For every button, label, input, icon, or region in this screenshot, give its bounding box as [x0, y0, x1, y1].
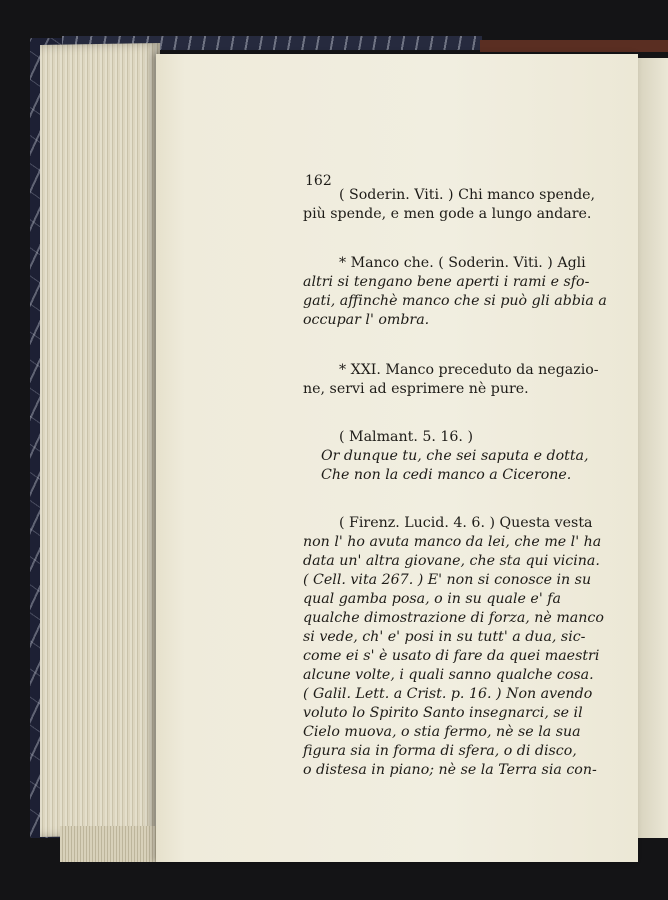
text-line: Or dunque tu, che sei saputa e dotta,: [321, 448, 589, 464]
text-line: ( Galil. Lett. a Crist. p. 16. ) Non avendo: [303, 686, 593, 702]
text-line: voluto lo Spirito Santo insegnarci, se il: [303, 705, 583, 721]
page-stack: [40, 43, 160, 837]
text-line: qual gamba posa, o in su quale e' fa: [303, 591, 561, 607]
text-line: più spende, e men gode a lungo andare.: [303, 206, 592, 222]
text-line: Che non la cedi manco a Cicerone.: [321, 467, 572, 483]
text-line: ( Firenz. Lucid. 4. 6. ) Questa vesta: [339, 515, 593, 531]
text-line: o distesa in piano; nè se la Terra sia con-: [303, 762, 597, 778]
facing-page-edge: [636, 58, 668, 838]
text-line: si vede, ch' e' posi in su tutt' a dua, sic-: [303, 629, 586, 645]
text-line: gati, affinchè manco che si può gli abbia a: [303, 293, 607, 309]
text-line: ( Soderin. Viti. ) Chi manco spende,: [339, 187, 596, 203]
text-line: alcune volte, i quali sanno qualche cosa.: [303, 667, 594, 683]
text-line: come ei s' è usato di fare da quei maestri: [303, 648, 600, 664]
text-line: occupar l' ombra.: [303, 312, 430, 328]
text-line: Cielo muova, o stia fermo, nè se la sua: [303, 724, 581, 740]
text-line: data un' altra giovane, che sta qui vicina.: [303, 553, 600, 569]
text-line: non l' ho avuta manco da lei, che me l' ha: [303, 534, 602, 550]
text-line: ( Cell. vita 267. ) E' non si conosce in su: [303, 572, 592, 588]
text-line: ne, servi ad esprimere nè pure.: [303, 381, 529, 397]
text-line: * XXI. Manco preceduto da negazio-: [339, 362, 599, 378]
text-line: altri si tengano bene aperti i rami e sfo-: [303, 274, 590, 290]
text-line: ( Malmant. 5. 16. ): [339, 429, 473, 445]
text-line: * Manco che. ( Soderin. Viti. ) Agli: [339, 255, 586, 271]
page-stack-bottom: [60, 826, 170, 862]
page-number: 162: [305, 173, 332, 189]
binding-edge: [480, 40, 668, 52]
text-line: figura sia in forma di sfera, o di disco,: [303, 743, 577, 759]
text-line: qualche dimostrazione di forza, nè manco: [303, 610, 604, 626]
